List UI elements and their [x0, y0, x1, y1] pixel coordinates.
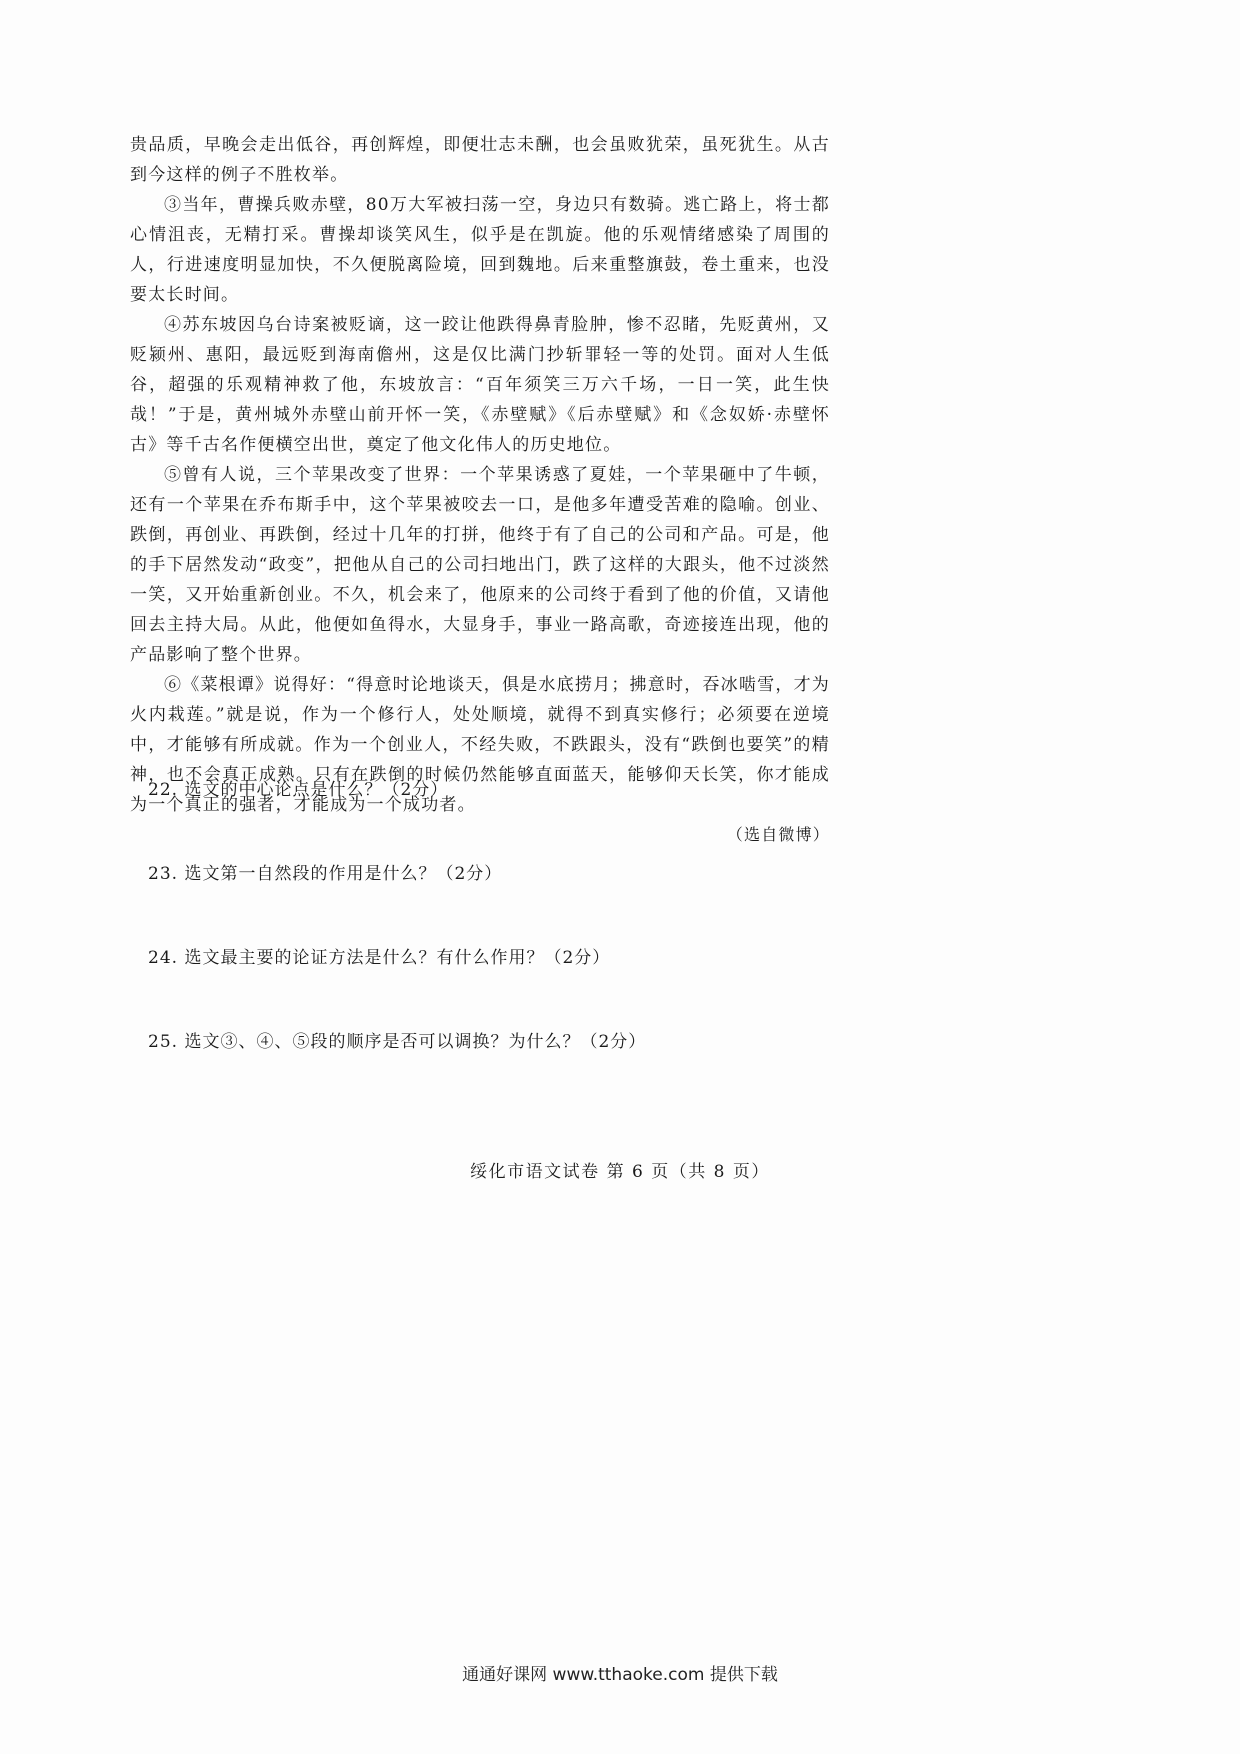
passage-paragraph-continued: 贵品质，早晚会走出低谷，再创辉煌，即便壮志未酬，也会虽败犹荣，虽死犹生。从古到今这样的例子不胜枚举。	[130, 135, 830, 185]
passage-paragraph-5: ⑤曾有人说，三个苹果改变了世界：一个苹果诱惑了夏娃，一个苹果砸中了牛顿，还有一个苹果在乔布斯手中，这个苹果被咬去一口，是他多年遭受苦难的隐喻。创业、跌倒，再创业、再跌倒，经过十几年的打拼，他终于有了自己的公司和产品。可是，他的手下居然发动“政变”，把他从自己的公司扫地出门，跌了这样的大跟头，他不过淡然一笑，又开始重新创业。不久，机会来了，他原来的公司终于看到了他的价值，又请他回去主持大局。从此，他便如鱼得水，大显身手，事业一路高歌，奇迹接连出现，他的产品影响了整个世界。	[130, 465, 830, 665]
question-list	[148, 775, 838, 1111]
reading-passage	[130, 130, 830, 850]
question-24: 24. 选文最主要的论证方法是什么？有什么作用？（2分）	[148, 948, 611, 968]
page-number-footer: 绥化市语文试卷 第 6 页（共 8 页）	[470, 1162, 770, 1182]
passage-paragraph-4: ④苏东坡因乌台诗案被贬谪，这一跤让他跌得鼻青脸肿，惨不忍睹，先贬黄州，又贬颍州、惠阳，最远贬到海南儋州，这是仅比满门抄斩罪轻一等的处罚。面对人生低谷，超强的乐观精神救了他，东坡放言：“百年须笑三万六千场，一日一笑，此生快哉！”于是，黄州城外赤壁山前开怀一笑，《赤壁赋》《后赤壁赋》和《念奴娇·赤壁怀古》等千古名作便横空出世，奠定了他文化伟人的历史地位。	[130, 315, 830, 455]
passage-paragraph-3: ③当年，曹操兵败赤壁，80万大军被扫荡一空，身边只有数骑。逃亡路上，将士都心情沮丧，无精打采。曹操却谈笑风生，似乎是在凯旋。他的乐观情绪感染了周围的人，行进速度明显加快，不久便脱离险境，回到魏地。后来重整旗鼓，卷土重来，也没要太长时间。	[130, 195, 830, 305]
passage-paragraph-6: ⑥《菜根谭》说得好：“得意时论地谈天，俱是水底捞月；拂意时，吞冰啮雪，才为火内栽莲。”就是说，作为一个修行人，处处顺境，就得不到真实修行；必须要在逆境中，才能够有所成就。作为一个创业人，不经失败，不跌跟头，没有“跌倒也要笑”的精神，也不会真正成熟。只有在跌倒的时候仍然能够直面蓝天，能够仰天长笑，你才能成为一个真正的强者，才能成为一个成功者。	[130, 675, 830, 815]
question-23: 23. 选文第一自然段的作用是什么？（2分）	[148, 864, 503, 884]
passage-source: （选自微博）	[726, 825, 830, 844]
question-22: 22. 选文的中心论点是什么？（2分）	[148, 780, 449, 800]
download-site-footer: 通通好课网 www.tthaoke.com 提供下载	[462, 1665, 778, 1685]
question-25: 25. 选文③、④、⑤段的顺序是否可以调换？为什么？（2分）	[148, 1032, 647, 1052]
